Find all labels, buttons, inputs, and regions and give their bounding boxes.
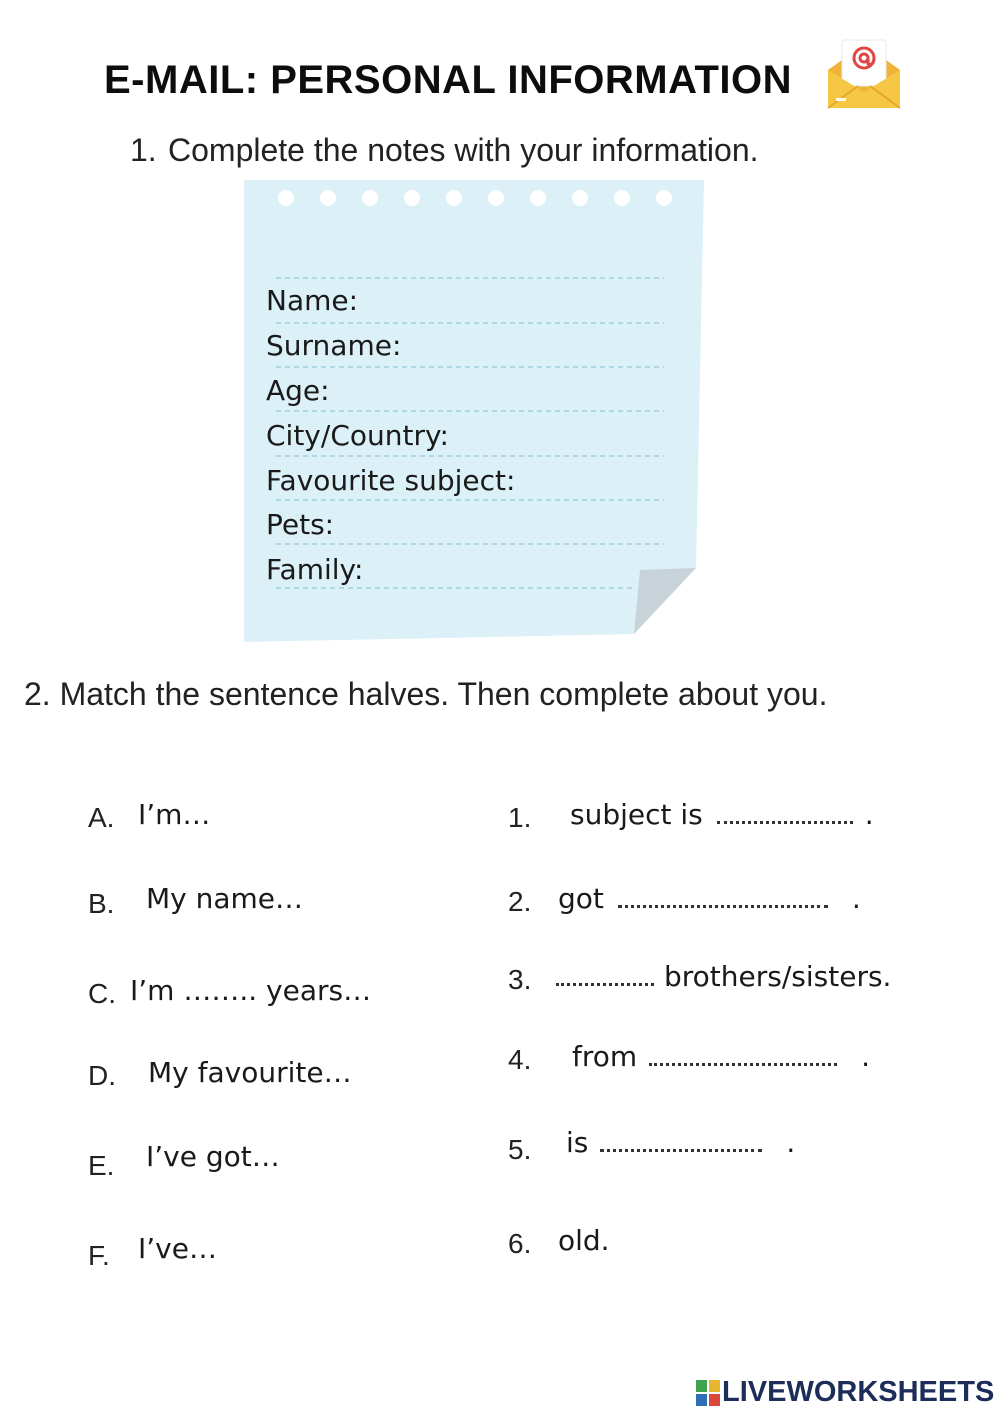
item-letter-e: E. [88,1150,115,1181]
item-letter-f: F. [88,1240,110,1271]
item-text-6: old. [558,1224,610,1257]
liveworksheets-logo-icon [696,1380,720,1406]
section1-number: 1. [130,132,157,168]
item-text-f: I’ve… [138,1232,217,1265]
item-letter-d: D. [88,1060,116,1091]
item-text-c: I’m …….. years… [130,974,372,1007]
field-label-city-country: City/Country: [266,419,449,452]
item-number-3: 3. [508,964,532,995]
item-number-4: 4. [508,1044,532,1075]
email-envelope-icon [824,36,904,112]
page-title: E-MAIL: PERSONAL INFORMATION [104,58,793,102]
section1-instruction: Complete the notes with your information. [168,132,759,168]
item-letter-a: A. [88,802,115,833]
item-number-6: 6. [508,1228,532,1259]
field-label-favourite-subject: Favourite subject: [266,464,516,497]
item-text-5: is . [566,1126,796,1159]
section2-instruction: 2. Match the sentence halves. Then complete about you. [24,676,828,712]
item-text-3: brothers/sisters. [556,960,891,993]
item-number-5: 5. [508,1134,532,1165]
item-text-d: My favourite… [148,1056,352,1089]
field-label-pets: Pets: [266,508,335,541]
footer-brand-text: LIVEWORKSHEETS [722,1376,995,1408]
item-number-2: 2. [508,886,532,917]
item-text-4: from . [572,1040,871,1073]
item-number-1: 1. [508,802,532,833]
item-letter-c: C. [88,978,116,1009]
field-label-age: Age: [266,374,330,407]
item-letter-b: B. [88,888,115,919]
item-text-b: My name… [146,882,304,915]
item-text-a: I’m… [138,798,211,831]
field-label-family: Family: [266,553,364,586]
item-text-e: I’ve got… [146,1140,280,1173]
field-label-surname: Surname: [266,329,402,362]
field-label-name: Name: [266,284,359,317]
item-text-2: got . [558,882,861,915]
item-text-1: subject is . [570,798,874,831]
